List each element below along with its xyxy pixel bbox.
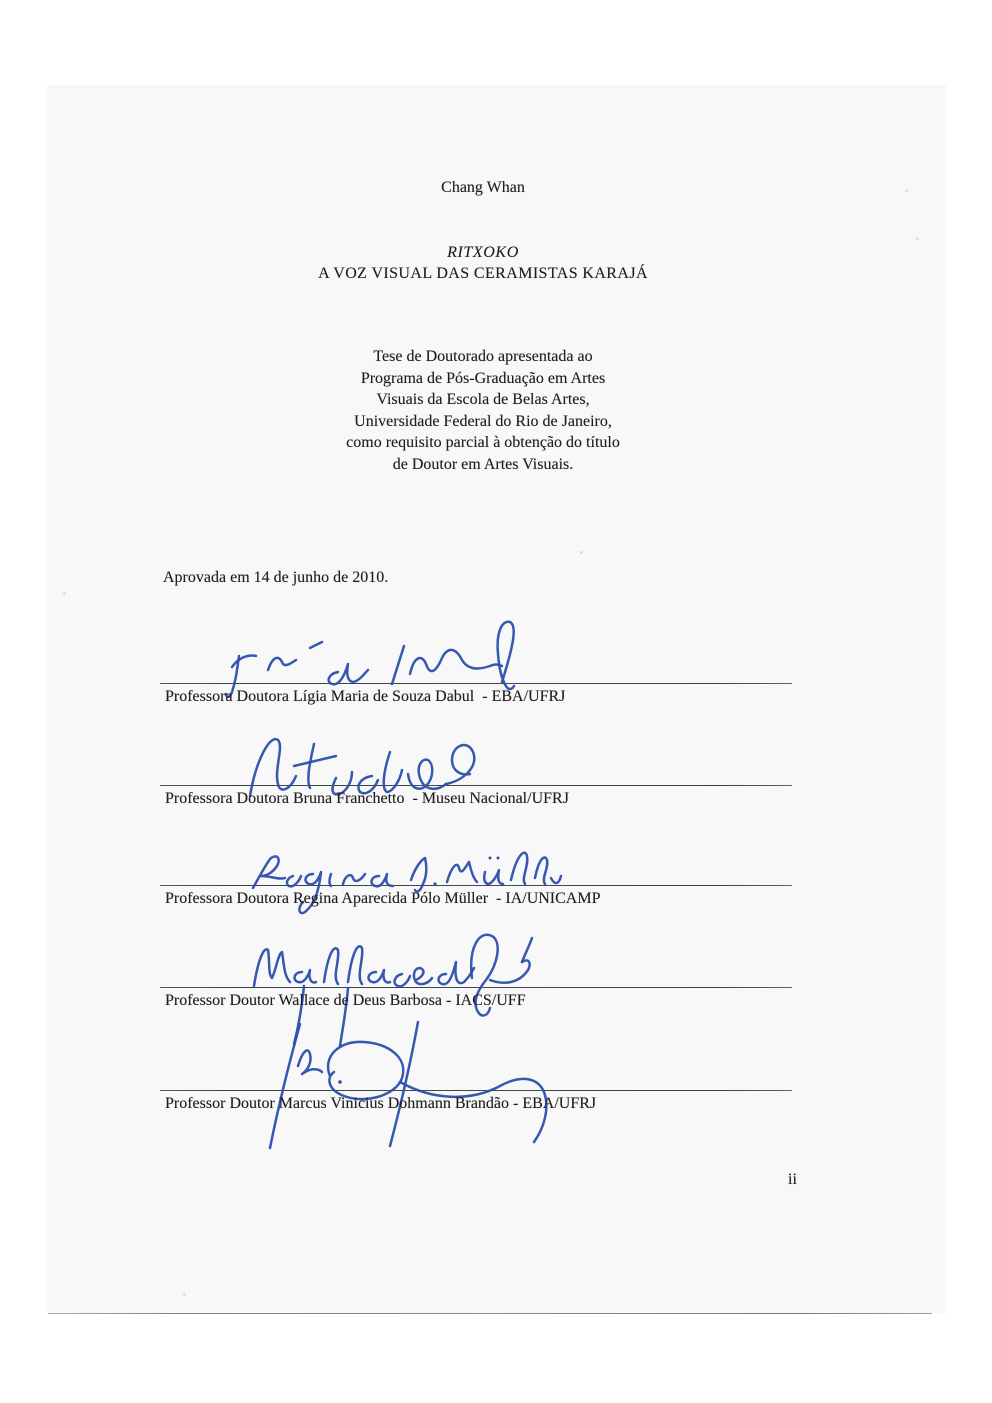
thesis-title-block — [47, 242, 919, 284]
signature-line — [160, 785, 792, 786]
signature-scribble-barbosa — [240, 928, 535, 1048]
thesis-subtitle: A VOZ VISUAL DAS CERAMISTAS KARAJÁ — [318, 265, 648, 282]
signature-line — [160, 885, 792, 886]
committee-member-name: Professora Doutora Regina Aparecida Pólo Müller - IA/UNICAMP — [165, 890, 601, 907]
signature-line — [160, 683, 792, 684]
scan-speck — [63, 592, 66, 595]
presentation-note-line: como requisito parcial à obtenção do título — [346, 434, 620, 451]
approval-date-line: Aprovada em 14 de junho de 2010. — [163, 569, 389, 586]
presentation-note-line: Visuais da Escola de Belas Artes, — [376, 391, 590, 408]
scan-speck — [580, 551, 583, 554]
scan-page-bottom-edge — [48, 1313, 932, 1314]
signature-line — [160, 987, 792, 988]
signature-scribble-muller — [243, 846, 563, 922]
author-name: Chang Whan — [441, 179, 525, 196]
committee-member-name: Professora Doutora Bruna Franchetto - Museu Nacional/UFRJ — [165, 790, 569, 807]
presentation-note-line: Programa de Pós-Graduação em Artes — [360, 369, 606, 387]
presentation-note-line: Universidade Federal do Rio de Janeiro, — [354, 412, 612, 430]
committee-member-name: Professor Doutor Wallace de Deus Barbosa - IACS/UFF — [165, 992, 526, 1009]
scan-speck — [905, 189, 908, 192]
signature-line — [160, 1090, 792, 1091]
scan-speck — [183, 1293, 186, 1296]
signature-scribble-franchetto — [238, 726, 500, 800]
page-number: ii — [788, 1171, 797, 1188]
signature-scribble-dohmann — [212, 1020, 602, 1150]
scan-speck — [916, 237, 919, 240]
committee-member-name: Professora Doutora Lígia Maria de Souza Dabul - EBA/UFRJ — [165, 688, 566, 705]
committee-member-name: Professor Doutor Marcus Vinicius Dohmann Brandão - EBA/UFRJ — [165, 1095, 597, 1112]
thesis-title: RITXOKO — [447, 244, 519, 261]
scanned-page — [47, 85, 946, 1313]
presentation-note-line: Tese de Doutorado apresentada ao — [373, 348, 593, 365]
presentation-note — [47, 346, 919, 475]
presentation-note-line: de Doutor em Artes Visuais. — [392, 455, 574, 473]
